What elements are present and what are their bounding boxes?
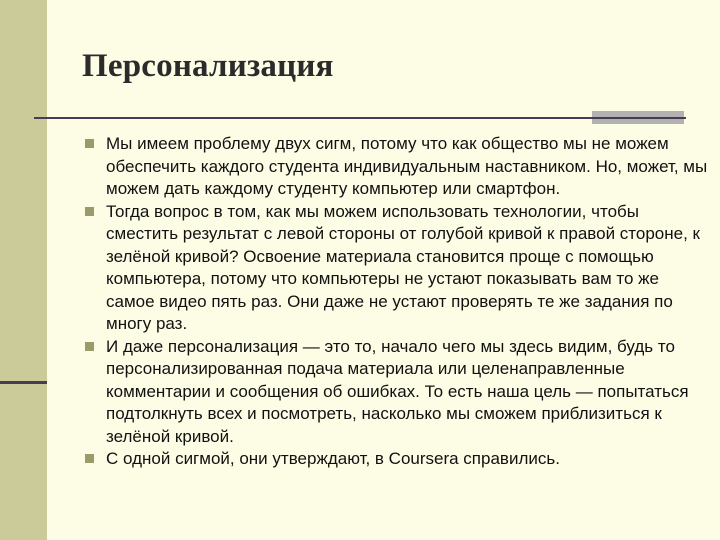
bullet-text: С одной сигмой, они утверждают, в Coursera справились. — [106, 449, 560, 468]
bullet-list — [88, 133, 708, 471]
bullet-item — [88, 448, 708, 471]
bullet-text: И даже персонализация — это то, начало чего мы здесь видим, будь то персонализированная подача материала или целенаправленные комментарии и сообщения об ошибках. То есть наша цель — попытаться подтолкнуть всех и посмотреть, насколько мы сможем приблизиться к зелёной кривой. — [106, 336, 689, 446]
square-bullet-icon — [85, 139, 94, 148]
square-bullet-icon — [85, 207, 94, 216]
square-bullet-icon — [85, 342, 94, 351]
bullet-text: Мы имеем проблему двух сигм, потому что как общество мы не можем обеспечить каждого студента индивидуальным наставником. Но, может, мы можем дать каждому студенту компьютер или смартфон. — [106, 134, 708, 198]
square-bullet-icon — [85, 454, 94, 463]
left-decorative-band — [0, 0, 47, 540]
title-underline — [34, 117, 686, 119]
left-band-divider — [0, 381, 47, 384]
bullet-item — [88, 336, 708, 449]
bullet-item — [88, 201, 708, 336]
title-rule-accent-lower — [592, 119, 684, 124]
bullet-text: Тогда вопрос в том, как мы можем использовать технологии, чтобы сместить результат с левой стороны от голубой кривой к правой стороне, к зелёной кривой? Освоение материала становится проще с помощью компьютера, потому что компьютеры не устают показывать вам то же самое видео пять раз. Они даже не устают проверять те же задания по многу раз. — [106, 201, 700, 333]
bullet-item — [88, 133, 708, 201]
slide-title: Персонализация — [82, 48, 334, 84]
